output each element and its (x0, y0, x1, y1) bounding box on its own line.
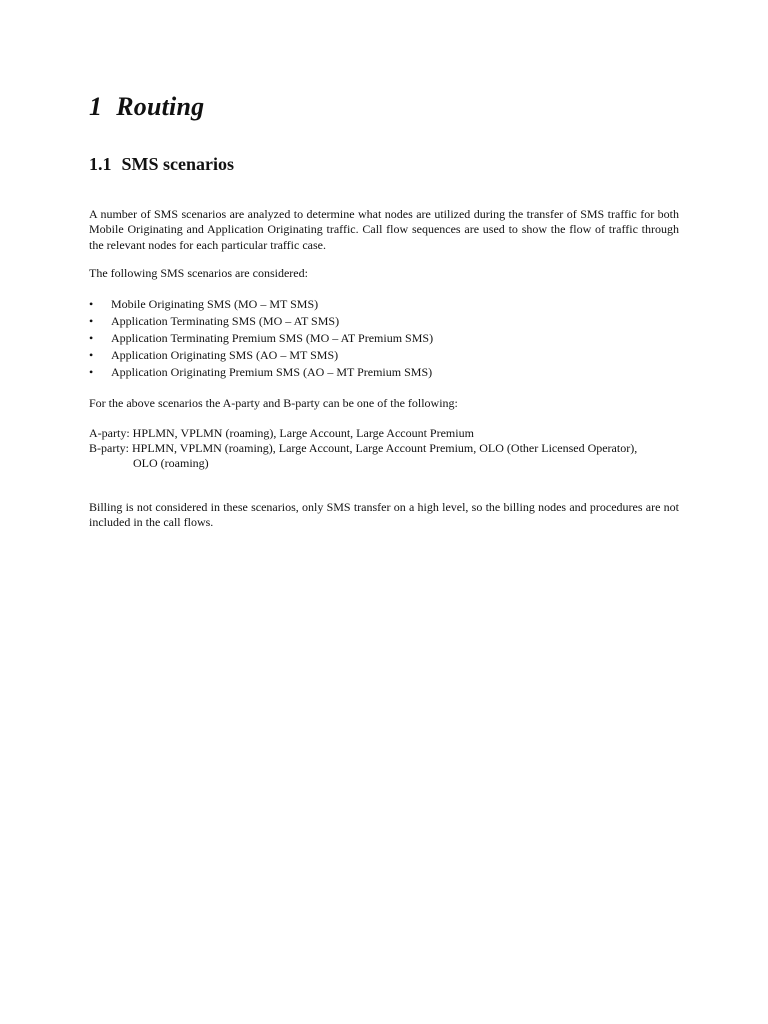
chapter-title: Routing (116, 92, 205, 121)
list-item-text: Application Originating Premium SMS (AO – MT Premium SMS) (111, 365, 433, 379)
list-item (89, 313, 679, 330)
list-item (89, 296, 679, 313)
list-item-text: Mobile Originating SMS (MO – MT SMS) (111, 297, 319, 311)
list-item (89, 347, 679, 364)
bullet-icon: • (89, 331, 94, 345)
chapter-number: 1 (89, 92, 103, 121)
bullet-icon: • (89, 365, 94, 379)
bullet-icon: • (89, 314, 94, 328)
b-party-continuation: OLO (roaming) (133, 456, 209, 470)
list-item-text: Application Terminating Premium SMS (MO – AT Premium SMS) (111, 331, 434, 345)
bullet-icon: • (89, 297, 94, 311)
list-item (89, 364, 679, 381)
a-party-text: A-party: HPLMN, VPLMN (roaming), Large Account, Large Account Premium (89, 426, 474, 440)
bullet-icon: • (89, 348, 94, 362)
list-item-text: Application Terminating SMS (MO – AT SMS) (111, 314, 340, 328)
party-intro-paragraph: For the above scenarios the A-party and B-party can be one of the following: (89, 396, 458, 410)
b-party-block (89, 441, 679, 471)
list-intro-paragraph: The following SMS scenarios are considered: (89, 266, 308, 280)
list-item-text: Application Originating SMS (AO – MT SMS) (111, 348, 339, 362)
section-title: SMS scenarios (121, 154, 234, 174)
list-item (89, 330, 679, 347)
b-party-text: B-party: HPLMN, VPLMN (roaming), Large Account, Large Account Premium, OLO (Other Licensed Operator), (89, 441, 638, 455)
billing-note-paragraph: Billing is not considered in these scenarios, only SMS transfer on a high level, so the billing nodes and procedures are not included in the call flows. (89, 500, 679, 530)
scenario-list (89, 296, 679, 381)
section-number: 1.1 (89, 154, 112, 174)
section-heading (89, 154, 234, 175)
intro-paragraph: A number of SMS scenarios are analyzed to determine what nodes are utilized during the transfer of SMS traffic for both Mobile Originating and Application Originating traffic. Call flow sequences are used to show the flow of traffic through the relevant nodes for each particular traffic case. (89, 207, 679, 252)
a-party-line (89, 426, 679, 441)
chapter-heading (89, 92, 204, 122)
